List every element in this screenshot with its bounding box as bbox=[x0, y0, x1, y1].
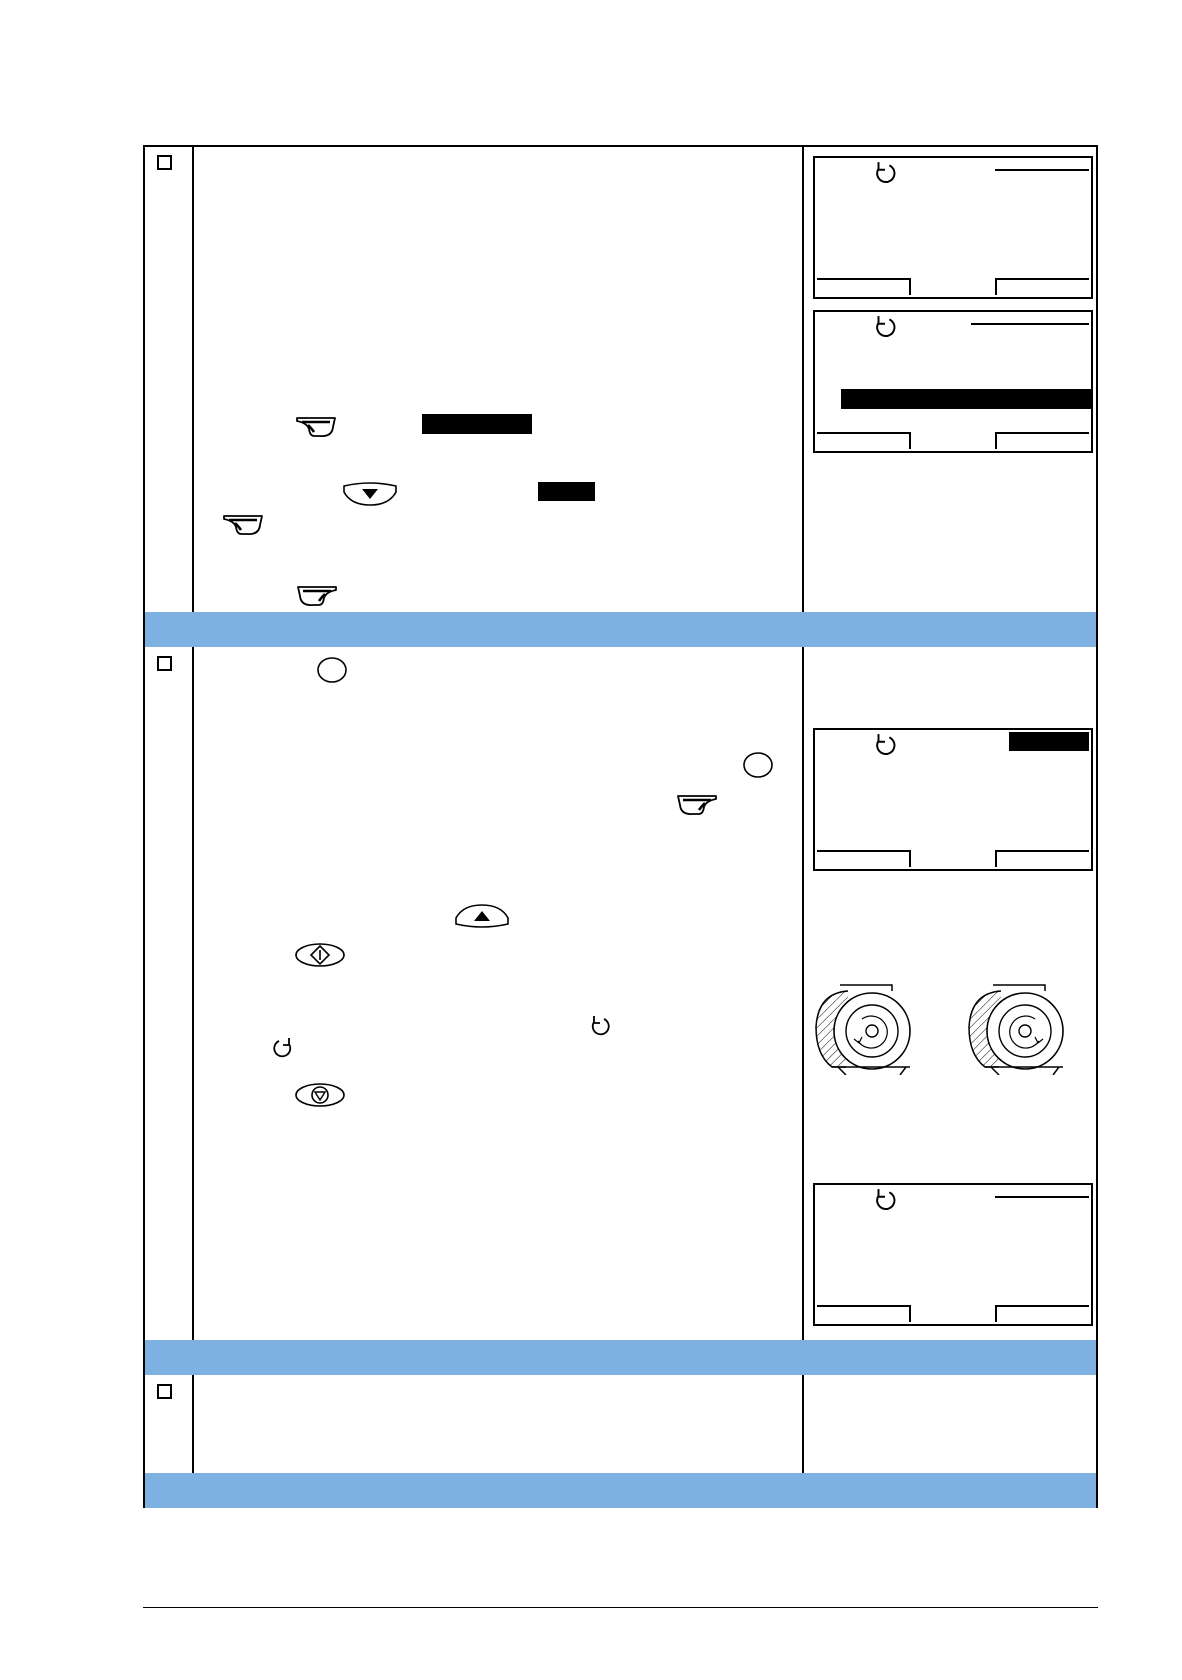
panel-display-header-highlight bbox=[813, 728, 1093, 871]
panel-display-rotation-header bbox=[813, 1183, 1093, 1326]
panel-display-selection bbox=[813, 310, 1093, 453]
display-column-divider bbox=[802, 147, 804, 1508]
loc-rem-key-icon bbox=[316, 656, 348, 684]
left-softkey-icon bbox=[294, 415, 338, 439]
header-underline bbox=[971, 323, 1089, 325]
left-softkey-icon bbox=[221, 513, 265, 537]
right-softkey-icon bbox=[295, 584, 339, 608]
step-checkbox[interactable] bbox=[157, 155, 172, 170]
right-softkey-label bbox=[995, 850, 1089, 867]
step-checkbox[interactable] bbox=[157, 656, 172, 671]
stop-key-icon bbox=[294, 1082, 346, 1108]
left-softkey-label bbox=[817, 278, 911, 295]
reverse-rotation-icon bbox=[271, 1036, 295, 1060]
forward-rotation-icon bbox=[872, 314, 898, 340]
forward-rotation-icon bbox=[872, 1187, 898, 1213]
motor-reverse-icon bbox=[963, 975, 1073, 1075]
header-underline bbox=[995, 1196, 1089, 1198]
highlighted-option-text bbox=[538, 482, 595, 501]
panel-display-rotation-header bbox=[813, 156, 1093, 299]
right-softkey-label bbox=[995, 432, 1089, 449]
right-softkey-label bbox=[995, 278, 1089, 295]
selected-item-highlight bbox=[841, 389, 1091, 409]
forward-rotation-icon bbox=[588, 1014, 612, 1038]
start-key-icon bbox=[294, 942, 346, 968]
highlighted-menu-text bbox=[422, 414, 532, 434]
section-band bbox=[145, 1473, 1096, 1508]
up-arrow-key-icon bbox=[453, 903, 511, 929]
footer-rule bbox=[143, 1607, 1098, 1608]
section-band bbox=[145, 612, 1096, 647]
procedure-table bbox=[143, 145, 1098, 1508]
forward-rotation-icon bbox=[872, 732, 898, 758]
right-softkey-icon bbox=[675, 793, 719, 817]
header-underline bbox=[995, 169, 1089, 171]
forward-rotation-icon bbox=[872, 160, 898, 186]
right-softkey-label bbox=[995, 1305, 1089, 1322]
left-softkey-label bbox=[817, 1305, 911, 1322]
header-highlight bbox=[1009, 732, 1089, 751]
motor-forward-icon bbox=[810, 975, 920, 1075]
left-softkey-label bbox=[817, 432, 911, 449]
down-arrow-key-icon bbox=[341, 481, 399, 507]
left-softkey-label bbox=[817, 850, 911, 867]
loc-rem-key-icon bbox=[742, 751, 774, 779]
step-column-divider bbox=[192, 147, 194, 1508]
step-checkbox[interactable] bbox=[157, 1384, 172, 1399]
section-band bbox=[145, 1340, 1096, 1375]
